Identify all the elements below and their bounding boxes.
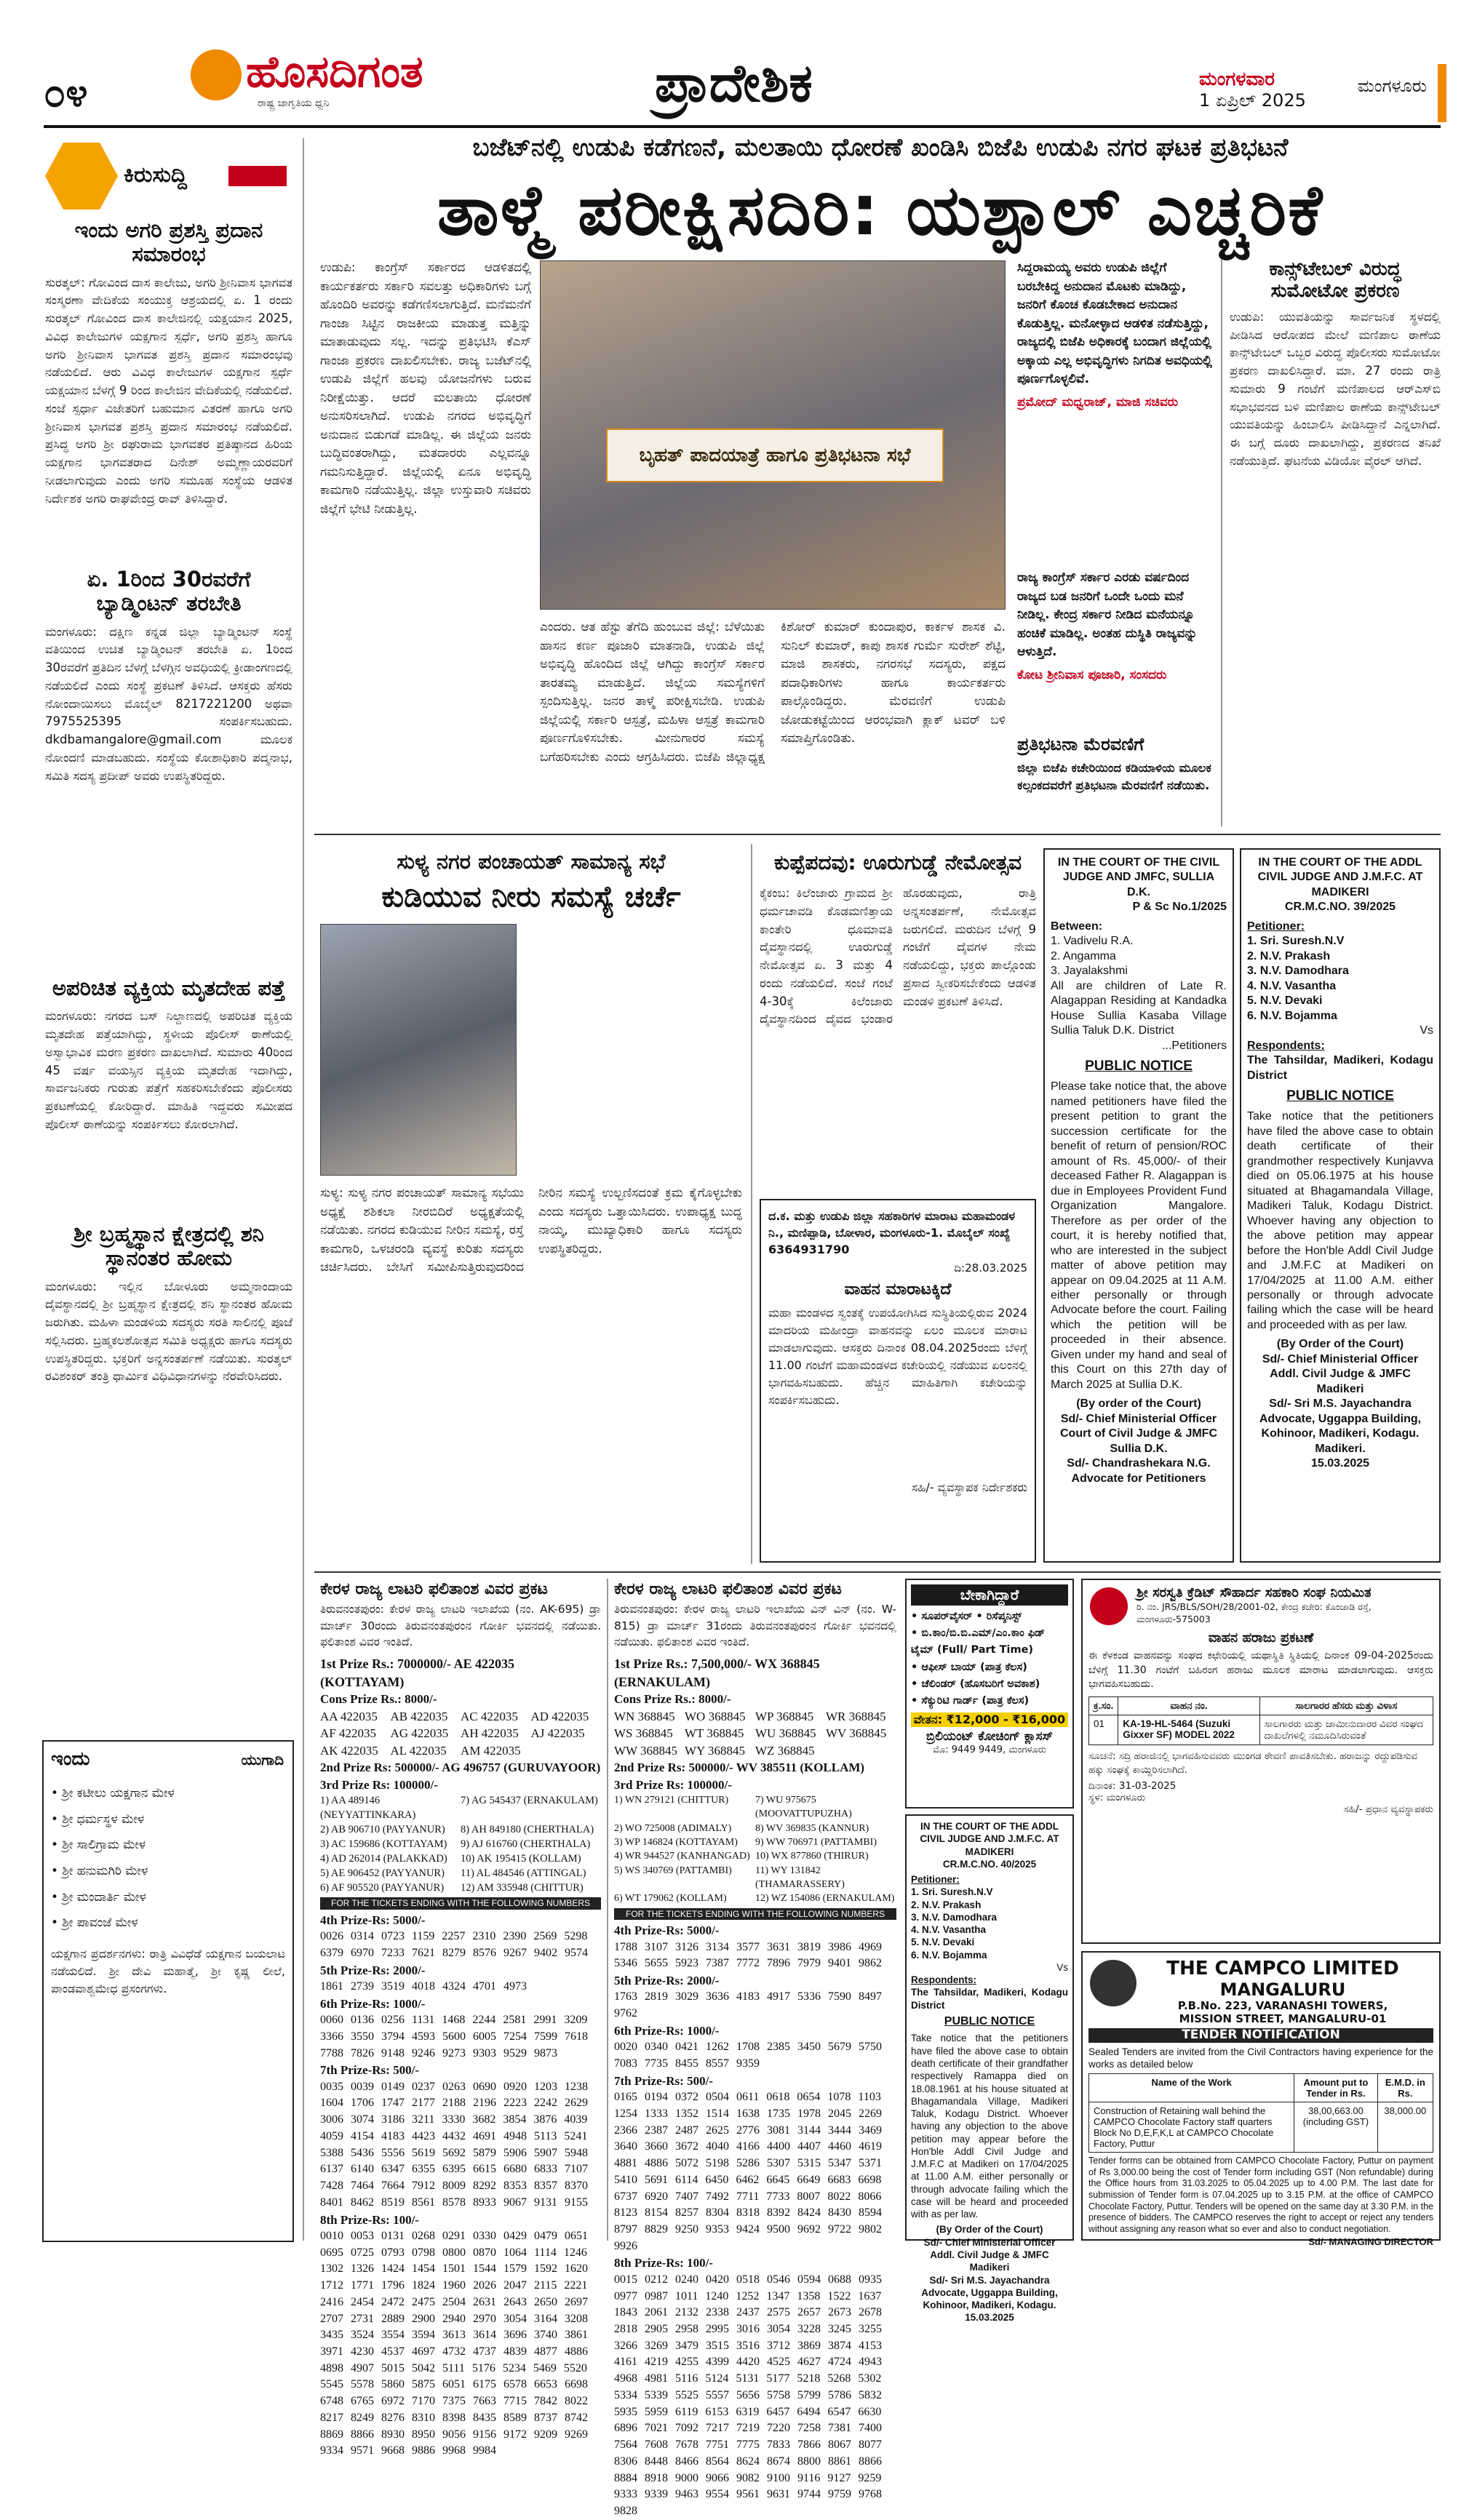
- cons-prize-number: AG 422035: [390, 1726, 449, 1741]
- sixth-prize-label: 6th Prize-Rs: 1000/-: [320, 1996, 426, 2011]
- column-rule: [607, 1579, 608, 2241]
- role-label: ...Petitioners: [1162, 1039, 1227, 1052]
- bank-logo-icon: [1090, 1587, 1128, 1625]
- photo-banner: ಬೃಹತ್ ಪಾದಯಾತ್ರೆ ಹಾಗೂ ಪ್ರತಿಭಟನಾ ಸಭೆ: [606, 428, 944, 482]
- fifth-prize-label: 5th Prize-Rs: 2000/-: [320, 1963, 426, 1977]
- auction-sign: ಸಹಿ/- ವ್ಯವಸ್ಥಾಪಕ ನಿರ್ದೇಶಕರು: [911, 1480, 1027, 1494]
- cons-prize-number: WV 368845: [826, 1726, 887, 1741]
- almanac-list: [51, 1781, 285, 1937]
- jobs-ad: [905, 1579, 1074, 1809]
- seventh-prize-label: 7th Prize-Rs: 500/-: [614, 2073, 713, 2088]
- sixth-prize-numbers: 0060 0136 0256 1131 1468 2244 2581 2991 3209 3366 3550 3794 4593 5600 6005 7254 7599 7618 7788 7826 9148 9246 9273 9303 9529 9873: [320, 2014, 588, 2060]
- cons-prize-number: AF 422035: [320, 1726, 376, 1741]
- court-name: IN THE COURT OF THE CIVIL JUDGE AND JMFC, SULLIA D.K.: [1057, 856, 1220, 898]
- cons-prize-number: AC 422035: [461, 1709, 518, 1723]
- bank-address: ರಿ. ನಂ. JRS/BLS/SOH/28/2001-02, ಕೇಂದ್ರ ಕಚೇರಿ: ಕೊಂಚಾಡಿ ರಸ್ತೆ, ಮಂಗಳೂರು-575003: [1136, 1600, 1372, 1624]
- cons-prize-number: WN 368845: [614, 1709, 675, 1723]
- job-item: • ಚೆಲಿಂಡರ್ (ಹೊಸಬರಿಗೆ ಅವಕಾಶ): [911, 1678, 1040, 1690]
- almanac-item: • ಶ್ರೀ ಮಂದಾರ್ತಿ ಮೇಳ: [51, 1889, 146, 1905]
- cons-prize-number: WR 368845: [826, 1709, 886, 1723]
- brief-title: ಶ್ರೀ ಬ್ರಹ್ಮಸ್ಥಾನ ಕ್ಷೇತ್ರದಲ್ಲಿ ಶನಿ ಸ್ಥಾನಂತರ ಹೋಮ: [73, 1221, 264, 1271]
- cons-prize-number: AL 422035: [390, 1743, 447, 1758]
- lottery-w815: [614, 1580, 896, 2520]
- page-number: ೦೪: [44, 70, 88, 116]
- case-number: P & Sc No.1/2025: [1132, 901, 1227, 914]
- cons-prize-number: AJ 422035: [530, 1726, 585, 1741]
- petitioner-label: Petitioner:: [1247, 920, 1305, 933]
- auction-body: ಈ ಕೆಳಕಂಡ ವಾಹನವನ್ನು ಸಂಘದ ಕಛೇರಿಯಲ್ಲಿ ಯಥಾಸ್ಥಿತಿ ಸ್ಥಿತಿಯಲ್ಲಿ ದಿನಾಂಕ 09-04-2025ರಂದು ಬೆಳಿಗ್ಗೆ 11.30 ಗಂಟೆಗೆ ಬಹಿರಂಗ ಹರಾಜು ಮೂಲಕ ಮಾರಾಟ ಮಾಡಲಾಗುವುದು. ಆಸಕ್ತರು ಭಾಗವಹಿಸಬಹುದು.: [1088, 1650, 1433, 1691]
- case-number: CR.M.C.NO. 40/2025: [942, 1858, 1037, 1870]
- cons-prize-number: WS 368845: [614, 1726, 673, 1741]
- seventh-prize-numbers: 0035 0039 0149 0237 0263 0690 0920 1203 1238 1604 1706 1747 2177 2188 2196 2223 2242 2629 3006 3074 3186 3211 3330 3682 3854 3876 4039 4059 4154 4183 4423 4432 4691 4948 5113 5241 5388 5436 5556 5619 5692 5879 5906 5907 5948 6137 6140 6347 6355 6395 6615 6680 6833 7107 7428 7464 7664 7912 8009 8292 8353 8357 8370 8401 8462 8519 8561 8578 8933 9067 9131 9155: [320, 2080, 588, 2209]
- tender-table: [1088, 2073, 1433, 2153]
- header-accent: [1438, 64, 1446, 122]
- third-prize-entry: 9) WW 706971 (PATTAMBI): [755, 1837, 877, 1849]
- column-rule: [1221, 259, 1222, 826]
- auction-title: ವಾಹನ ಮಾರಾಟಕ್ಕಿದೆ: [844, 1280, 952, 1299]
- second-prize: 2nd Prize Rs: 500000/- AG 496757 (GURUVAYOOR): [320, 1761, 601, 1775]
- lottery-title: ಕೇರಳ ರಾಜ್ಯ ಲಾಟರಿ ಫಲಿತಾಂಶ ವಿವರ ಪ್ರಕಟ: [614, 1580, 842, 1598]
- first-prize: 1st Prize Rs.: 7000000/- AE 422035 (KOTTAYAM): [320, 1656, 514, 1689]
- third-prize-entry: 1) AA 489146 (NEYYATTINKARA): [320, 1795, 416, 1822]
- third-prize-entry: 12) AM 335948 (CHITTUR): [461, 1882, 584, 1894]
- lottery-title: ಕೇರಳ ರಾಜ್ಯ ಲಾಟರಿ ಫಲಿತಾಂಶ ವಿವರ ಪ್ರಕಟ: [320, 1580, 548, 1598]
- table-cell: ಸಾಲಗಾರರು ಮತ್ತು ಜಾಮೀನುದಾರರ ವಿವರ ಸಂಘದ ದಾಖಲೆಗಳಲ್ಲಿ ನಮೂದಿಸಿರುವಂತೆ: [1259, 1715, 1433, 1745]
- section-rule: [314, 1571, 1441, 1573]
- brief-title: ಇಂದು ಅಗರಿ ಪ್ರಶಸ್ತಿ ಪ್ರದಾನ ಸಮಾರಂಭ: [74, 218, 263, 267]
- edition-city: ಮಂಗಳೂರು: [1358, 76, 1428, 96]
- notice-title: PUBLIC NOTICE: [1286, 1088, 1394, 1104]
- cons-prize-label: Cons Prize Rs.: 8000/-: [614, 1692, 731, 1707]
- column-header: ಸಾಲಗಾರರ ಹೆಸರು ಮತ್ತು ವಿಳಾಸ: [1259, 1696, 1433, 1715]
- third-prize-entry: 5) AE 906452 (PAYYANUR): [320, 1867, 445, 1880]
- sullia-body: ಸುಳ್ಯ: ಸುಳ್ಯ ನಗರ ಪಂಚಾಯತ್ ಸಾಮಾನ್ಯ ಸಭೆಯು ಅಧ್ಯಕ್ಷೆ ಶಶಿಕಲಾ ನೀರಬಿದಿರೆ ಅಧ್ಯಕ್ಷತೆಯಲ್ಲಿ ನಡೆಯಿತು. ನಗರದ ಕುಡಿಯುವ ನೀರಿನ ಸಮಸ್ಯೆ, ರಸ್ತೆ ಕಾಮಗಾರಿ, ಒಳಚರಂಡಿ ವ್ಯವಸ್ಥೆ ಕುರಿತು ಸದಸ್ಯರು ಚರ್ಚಿಸಿದರು. ಬೇಸಿಗೆ ಸಮೀಪಿಸುತ್ತಿರುವುದರಿಂದ ನೀರಿನ ಸಮಸ್ಯೆ ಉಲ್ಬಣಿಸದಂತೆ ಕ್ರಮ ಕೈಗೊಳ್ಳಬೇಕು ಎಂದು ಸದಸ್ಯರು ಒತ್ತಾಯಿಸಿದರು. ಉಪಾಧ್ಯಕ್ಷ ಬುದ್ಧ ನಾಯ್ಕ, ಮುಖ್ಯಾಧಿಕಾರಿ ಹಾಗೂ ಸದಸ್ಯರು ಉಪಸ್ಥಿತರಿದ್ದರು.: [320, 1186, 742, 1275]
- quote-text: ಸಿದ್ದರಾಮಯ್ಯ ಅವರು ಉಡುಪಿ ಜಿಲ್ಲೆಗೆ ಬರಬೇಕಿದ್ದ ಅನುದಾನ ಮೊಟಕು ಮಾಡಿದ್ದು, ಜನರಿಗೆ ಕೊಂಚ ಕೊಡಬೇಕಾದ ಅನುದಾನ ಕೊಡುತ್ತಿಲ್ಲ. ಮನೋಳ್ಳಾದ ಆಡಳಿತ ನಡೆಸುತ್ತಿದ್ದು, ರಾಜ್ಯದಲ್ಲಿ ಬಿಜೆಪಿ ಅಧಿಕಾರಕ್ಕೆ ಬಂದಾಗ ಜಿಲ್ಲೆಯಲ್ಲಿ ಅಕ್ಕಾಯ ಎಲ್ಲ ಅಭಿವೃದ್ಧಿಗಳು ನಿಗದಿತ ಅವಧಿಯಲ್ಲಿ ಪೂರ್ಣಗೊಳ್ಳಲಿವೆ.: [1017, 260, 1212, 386]
- third-prize-entry: 7) AG 545437 (ERNAKULAM): [461, 1795, 598, 1807]
- kuppe-headline: ಕುಪ್ಪೆಪದವು: ಊರುಗುಡ್ಡೆ ನೇಮೋತ್ಸವ: [773, 850, 1022, 874]
- lead-headline: ತಾಳ್ಮೆ ಪರೀಕ್ಷಿಸದಿರಿ: ಯಶ್ಪಾಲ್ ಎಚ್ಚರಿಕೆ: [437, 170, 1324, 251]
- auction-body: ಮಹಾ ಮಂಡಳದ ಸ್ವಂತಕ್ಕೆ ಉಪಯೋಗಿಸಿದ ಸುಸ್ಥಿತಿಯಲ್ಲಿರುವ 2024 ಮಾದರಿಯ ಮಹೀಂದ್ರಾ ವಾಹನವನ್ನು ಏಲಂ ಮೂಲಕ ಮಾರಾಟ ಮಾಡಲಾಗುವುದು. ಆಸಕ್ತರು ದಿನಾಂಕ 08.04.2025ರಂದು ಬೆಳಿಗ್ಗೆ 11.00 ಗಂಟೆಗೆ ಮಹಾಮಂಡಳದ ಕಚೇರಿಯಲ್ಲಿ ನಡೆಯುವ ಏಲಂನಲ್ಲಿ ಭಾಗವಹಿಸಬಹುದು. ಹೆಚ್ಚಿನ ಮಾಹಿತಿಗಾಗಿ ಕಚೇರಿಯನ್ನು ಸಂಪರ್ಕಿಸಬಹುದು.: [768, 1305, 1027, 1407]
- fifth-prize-numbers: 1763 2819 3029 3636 4183 4917 5336 7590 8497 9762: [614, 1990, 882, 2020]
- versus-label: Vs: [1056, 1961, 1068, 1973]
- almanac-item: • ಶ್ರೀ ಧರ್ಮಸ್ಥಳ ಮೇಳ: [51, 1811, 145, 1827]
- notice-signature: (By Order of the Court) Sd/- Chief Ministerial Officer Addl. Civil Judge & JMFC Madikeri Sd/- Sri M.S. Jayachandra Advocate, Uggappa Building, Kohinoor, Madikeri, Kodagu. Madikeri. 15.03.2025: [1259, 1338, 1422, 1470]
- third-prize-entry: 6) WT 179062 (KOLLAM): [614, 1893, 727, 1905]
- campco-address-1: P.B.No. 223, VARANASHI TOWERS,: [1177, 1999, 1388, 2013]
- sullia-headline: ಕುಡಿಯುವ ನೀರು ಸಮಸ್ಯೆ ಚರ್ಚೆ: [381, 880, 681, 914]
- column-header: ವಾಹನ ನಂ.: [1118, 1696, 1259, 1715]
- court-name: IN THE COURT OF THE ADDL CIVIL JUDGE AND J.M.F.C. AT MADIKERI: [920, 1821, 1059, 1857]
- column-header: E.M.D. in Rs.: [1377, 2074, 1433, 2102]
- eighth-prize-numbers: 0010 0053 0131 0268 0291 0330 0429 0479 0651 0695 0725 0793 0798 0800 0870 1064 1114 1246 1302 1326 1424 1454 1501 1544 1579 1592 1620 1712 1771 1796 1824 1960 2026 2047 2115 2221 2416 2454 2472 2475 2504 2631 2643 2650 2697 2707 2731 2889 2900 2940 2970 3054 3164 3208 3435 3524 3554 3594 3613 3614 3696 3740 3861 3971 4230 4537 4697 4732 4737 4839 4877 4886 4898 4907 5015 5042 5111 5176 5234 5469 5520 5545 5578 5860 5875 6051 6175 6578 6653 6698 6748 6765 6972 7170 7375 7663 7715 7842 8022 8217 8249 8276 8310 8398 8435 8589 8737 8742 8869 8866 8930 8950 9056 9156 9172 9209 9269 9334 9571 9668 9886 9968 9984: [320, 2229, 588, 2457]
- seventh-prize-label: 7th Prize-Rs: 500/-: [320, 2063, 419, 2078]
- weekday: ಮಂಗಳವಾರ: [1199, 68, 1275, 90]
- lead-column-1: ಉಡುಪಿ: ಕಾಂಗ್ರೆಸ್ ಸರ್ಕಾರದ ಆಡಳಿತದಲ್ಲಿ ಕಾರ್ಯಕರ್ತರು ಸರ್ಕಾರಿ ಸವಲತ್ತು ಅಧಿಕಾರಿಗಳು ಬಗ್ಗೆ ಹೊಂದಿರಿ ಅವರನ್ನು ಕಡೆಗಣಿಸಲಾಗುತ್ತಿದೆ. ಮನೆಮನೆಗೆ ಗಾಂಜಾ ಸಿಟ್ಟಿನ ರಾಜಕೀಯ ಮಾಡುತ್ತ ಮತ್ತಿನ್ನು ಮಾತಾಡುವುದು ಸಲ್ಲ. ಇದನ್ನು ಪ್ರತಿಭಟಿಸಿ ಕೆಎಸ್ ಗಾಂಜಾ ಪ್ರಕರಣ ದಾಖಲಿಸಬೇಕು. ರಾಜ್ಯ ಬಜೆಟ್‌ನಲ್ಲಿ ಉಡುಪಿ ಜಿಲ್ಲೆಗೆ ಹಲವು ಯೋಜನೆಗಳು ಬರುವ ನಿರೀಕ್ಷೆಯಿತ್ತು. ಆದರೆ ಮಲತಾಯಿ ಧೋರಣೆ ಅನುಸರಿಸಲಾಗಿದೆ. ಉಡುಪಿ ನಗರದ ಅಭಿವೃದ್ಧಿಗೆ ಅನುದಾನ ಬಿಡುಗಡೆ ಮಾಡಿಲ್ಲ. ಈ ಜಿಲ್ಲೆಯ ಜನರು ಬುದ್ಧಿವಂತರಾಗಿದ್ದು, ಮತದಾರರು ಎಲ್ಲವನ್ನೂ ಗಮನಿಸುತ್ತಿದ್ದಾರೆ. ಜಿಲ್ಲೆಯಲ್ಲಿ ಏನೂ ಅಭಿವೃದ್ಧಿ ಕಾಮಗಾರಿ ನಡೆಯುತ್ತಿಲ್ಲ. ಜಿಲ್ಲಾ ಉಸ್ತುವಾರಿ ಸಚಿವರು ಜಿಲ್ಲೆಗೆ ಭೇಟಿ ನೀಡುತ್ತಿಲ್ಲ.: [320, 260, 531, 517]
- auction-place: ಸ್ಥಳ: ಮಂಗಳೂರು: [1088, 1791, 1146, 1803]
- column-header: Name of the Work: [1089, 2074, 1294, 2102]
- respondent: The Tahsildar, Madikeri, Kodagu District: [911, 1987, 1068, 2011]
- brief-title: ಅಪರಿಚಿತ ವ್ಯಕ್ತಿಯ ಮೃತದೇಹ ಪತ್ತೆ: [52, 976, 286, 1000]
- table-cell: 38,00,663.00 (including GST): [1294, 2102, 1377, 2153]
- lottery-intro: ತಿರುವನಂತಪುರಂ: ಕೇರಳ ರಾಜ್ಯ ಲಾಟರಿ ಇಲಾಖೆಯ (ನಂ. AK-695) ಡ್ರಾ ಮಾರ್ಚ್ 30ರಂದು ತಿರುವನಂತಪುರಂನ ಗೋರ್ಕಿ ಭವನದಲ್ಲಿ ನಡೆಯಿತು. ಫಲಿತಾಂಶ ವಿವರ ಇಂತಿದೆ.: [320, 1603, 601, 1649]
- campco-logo-icon: [1090, 1960, 1136, 2006]
- section-rule: [314, 834, 1441, 835]
- brief-2: [45, 567, 292, 996]
- brief-body: ಮಂಗಳೂರು: ದಕ್ಷಿಣ ಕನ್ನಡ ಜಿಲ್ಲಾ ಬ್ಯಾಡ್ಮಿಂಟನ್ ಸಂಸ್ಥೆ ವತಿಯಿಂದ ಉಚಿತ ಬ್ಯಾಡ್ಮಿಂಟನ್ ತರಬೇತಿ ಏ. 1ರಿಂದ 30ರವರೆಗೆ ಪ್ರತಿದಿನ ಬೆಳಗ್ಗೆ ಬೆಳಗ್ಗಿನ ಅವಧಿಯಲ್ಲಿ ಕ್ರೀಡಾಂಗಣದಲ್ಲಿ ನಡೆಯಲಿದೆ ಎಂದು ಸಂಸ್ಥೆ ಪ್ರಕಟಣೆ ತಿಳಿಸಿದೆ. ಆಸಕ್ತರು ಹೆಸರು ನೋಂದಾಯಿಸಲು ಮೊಬೈಲ್ 8217221200 ಅಥವಾ 7975525395 ಸಂಪರ್ಕಿಸಬಹುದು. dkdbamangalore@gmail.com ಮೂಲಕ ನೋಂದಣಿ ಮಾಡಬಹುದು. ಸಂಸ್ಥೆಯ ಕೋಶಾಧಿಕಾರಿ ಪದ್ಮನಾಭ, ಸಮಿತಿ ಸದಸ್ಯ ಪ್ರದೀಪ್ ಅವರು ಉಪಸ್ಥಿತರಿದ್ದರು.: [45, 624, 292, 783]
- masthead: [0, 0, 1461, 125]
- issue-date: 1 ಏಪ್ರಿಲ್ 2025: [1199, 90, 1306, 111]
- quote-author: ಪ್ರಮೋದ್ ಮಧ್ವರಾಜ್, ಮಾಜಿ ಸಚಿವರು: [1017, 394, 1179, 410]
- sullia-photo: [320, 924, 517, 1176]
- third-prize-entry: 12) WZ 154086 (ERNAKULAM): [755, 1893, 895, 1905]
- table-row: [1089, 1715, 1433, 1745]
- lottery-ak695: [320, 1580, 601, 2460]
- tender-intro: Sealed Tenders are invited from the Civil Contractors having experience for the works as detailed below: [1088, 2046, 1433, 2070]
- case-number: CR.M.C.NO. 39/2025: [1284, 901, 1396, 914]
- court-name: IN THE COURT OF THE ADDL CIVIL JUDGE AND J.M.F.C. AT MADIKERI: [1257, 856, 1423, 898]
- jobs-salary: ವೇತನ: ₹12,000 - ₹16,000: [911, 1712, 1068, 1727]
- cons-prize-number: WU 368845: [755, 1726, 816, 1741]
- protest-body: ಜಿಲ್ಲಾ ಬಿಜೆಪಿ ಕಚೇರಿಯಿಂದ ಕಡಿಯಾಳಿಯ ಮೂಲಕ ಕಲ್ಸಂಕದವರೆಗೆ ಪ್ರತಿಭಟನಾ ಮೆರವಣಿಗೆ ನಡೆಯಿತು.: [1017, 760, 1211, 793]
- fourth-prize-label: 4th Prize-Rs: 5000/-: [320, 1913, 426, 1927]
- fifth-prize-numbers: 1861 2739 3519 4018 4324 4701 4973: [320, 1979, 527, 1993]
- sullia-kicker: ಸುಳ್ಯ ನಗರ ಪಂಚಾಯತ್ ಸಾಮಾನ್ಯ ಸಭೆ: [397, 849, 666, 874]
- second-prize: 2nd Prize Rs: 500000/- WV 385511 (KOLLAM): [614, 1761, 865, 1775]
- third-prize-entry: 9) AJ 616760 (CHERTHALA): [461, 1838, 591, 1851]
- third-prize-entry: 10) WX 877860 (THIRUR): [755, 1851, 869, 1862]
- cons-prize-number: AA 422035: [320, 1709, 378, 1723]
- fifth-prize-label: 5th Prize-Rs: 2000/-: [614, 1974, 720, 1988]
- almanac-box: [42, 1740, 294, 2242]
- vehicle-table: [1088, 1696, 1433, 1745]
- sixth-prize-label: 6th Prize-Rs: 1000/-: [614, 2023, 720, 2038]
- lead-column-2: ಎಂದರು. ಆತ ಹೆಸ್ಟು ತೆಗೆದಿ ಹುಂಬುವ ಜಿಲ್ಲೆ: ಬೆಳೆಯಿತು ಹಾಸನ ಕರ್ಣ ಪೂಜಾರಿ ಮಾತನಾಡಿ, ಉಡುಪಿ ಜಿಲ್ಲೆ ಅಭಿವೃದ್ಧಿ ಹೊಂದಿದ ಜಿಲ್ಲೆ ಆಗಿದ್ದು ಕಾಂಗ್ರೆಸ್ ಸರ್ಕಾರ ತಾರತಮ್ಯ ಮಾಡುತ್ತಿದೆ. ಜಿಲ್ಲೆಯ ಸಮಸ್ಯೆಗಳಿಗೆ ಸ್ಪಂದಿಸುತ್ತಿಲ್ಲ. ಜನರ ತಾಳ್ಮೆ ಪರೀಕ್ಷಿಸಬೇಡಿ. ಉಡುಪಿ ಜಿಲ್ಲೆಯಲ್ಲಿ ಸರ್ಕಾರಿ ಆಸ್ಪತ್ರೆ, ಮಹಿಳಾ ಆಸ್ಪತ್ರೆ ಕಾಮಗಾರಿ ಪೂರ್ಣಗೊಳಿಸಬೇಕು. ಮೀನುಗಾರರ ಸಮಸ್ಯೆ ಬಗೆಹರಿಸಬೇಕು ಎಂದು ಆಗ್ರಹಿಸಿದರು. ಬಿಜೆಪಿ ಜಿಲ್ಲಾಧ್ಯಕ್ಷ ಕಿಶೋರ್ ಕುಮಾರ್ ಕುಂದಾಪುರ, ಕಾರ್ಕಳ ಶಾಸಕ ವಿ. ಸುನಿಲ್ ಕುಮಾರ್, ಕಾಪು ಶಾಸಕ ಗುರ್ಮೆ ಸುರೇಶ್ ಶೆಟ್ಟಿ, ಮಾಜಿ ಶಾಸಕರು, ನಗರಸಭೆ ಸದಸ್ಯರು, ಪಕ್ಷದ ಪದಾಧಿಕಾರಿಗಳು ಹಾಗೂ ಕಾರ್ಯಕರ್ತರು ಪಾಲ್ಗೊಂಡಿದ್ದರು. ಮೆರವಣಿಗೆ ಉಡುಪಿ ಜೋಡುಕಟ್ಟೆಯಿಂದ ಆರಂಭವಾಗಿ ಕ್ಲಾಕ್ ಟವರ್ ಬಳಿ ಸಮಾಪ್ತಿಗೊಂಡಿತು.: [540, 620, 1006, 765]
- petitioners: 1. Sri. Suresh.N.V 2. N.V. Prakash 3. N.V. Damodhara 4. N.V. Vasantha 5. N.V. Devaki 6. N.V. Bojamma: [1247, 935, 1349, 1022]
- hand-icon: [45, 143, 118, 210]
- third-prize-entry: 5) WS 340769 (PATTAMBI): [614, 1865, 732, 1876]
- cons-prize-number: AH 422035: [461, 1726, 519, 1741]
- versus-label: Vs: [1420, 1024, 1433, 1037]
- kirusuddi-label: ಕಿರುಸುದ್ದಿ: [124, 162, 188, 188]
- notice-title: PUBLIC NOTICE: [1085, 1058, 1193, 1074]
- header-rule: [44, 125, 1441, 128]
- table-row: [1089, 2102, 1433, 2153]
- almanac-title: ಇಂದು: [51, 1748, 90, 1770]
- job-item: • ಆಫೀಸ್ ಬಾಯ್ (ಪಾತ್ರ ಕೆಲಸ): [911, 1661, 1027, 1673]
- lead-photo: [540, 260, 1006, 610]
- cons-prize-number: WZ 368845: [755, 1743, 815, 1758]
- job-item: • ಸೆಕ್ಯುರಿಟಿ ಗಾರ್ಡ್ (ಪಾತ್ರ ಕೆಲಸ): [911, 1694, 1030, 1707]
- eighth-prize-label: 8th Prize-Rs: 100/-: [614, 2256, 713, 2270]
- brief-body: ಮಂಗಳೂರು: ನಗರದ ಬಸ್ ನಿಲ್ದಾಣದಲ್ಲಿ ಅಪರಿಚಿತ ವ್ಯಕ್ತಿಯ ಮೃತದೇಹ ಪತ್ತೆಯಾಗಿದ್ದು, ಸ್ಥಳೀಯ ಪೊಲೀಸ್ ಠಾಣೆಯಲ್ಲಿ ಅಸ್ವಾಭಾವಿಕ ಮರಣ ಪ್ರಕರಣ ದಾಖಲಾಗಿದೆ. ಸುಮಾರು 40ರಿಂದ 45 ವರ್ಷ ವಯಸ್ಸಿನ ವ್ಯಕ್ತಿಯ ಮೃತದೇಹ ಇದಾಗಿದ್ದು, ಸಾರ್ವಜನಿಕರು ಗುರುತು ಪತ್ತೆಗೆ ಸಹಕರಿಸಬೇಕೆಂದು ಪೊಲೀಸರು ಪ್ರಕಟಣೆಯಲ್ಲಿ ಕೋರಿದ್ದಾರೆ. ಮಾಹಿತಿ ಇದ್ದವರು ಸಮೀಪದ ಪೊಲೀಸ್ ಠಾಣೆಯನ್ನು ಸಂಪರ್ಕಿಸಲು ಕೋರಲಾಗಿದೆ.: [45, 1009, 292, 1131]
- cons-prize-label: Cons Prize Rs.: 8000/-: [320, 1692, 437, 1707]
- first-prize: 1st Prize Rs.: 7,500,000/- WX 368845 (ERNAKULAM): [614, 1656, 820, 1689]
- third-prize-entry: 2) WO 725008 (ADIMALY): [614, 1822, 732, 1834]
- third-prize-entry: 7) WU 975675 (MOOVATTUPUZHA): [755, 1795, 852, 1820]
- lead-kicker: ಬಜೆಟ್‌ನಲ್ಲಿ ಉಡುಪಿ ಕಡೆಗಣನೆ, ಮಲತಾಯಿ ಧೋರಣೆ ಖಂಡಿಸಿ ಬಿಜೆಪಿ ಉಡುಪಿ ನಗರ ಘಟಕ ಪ್ರತಿಭಟನೆ: [472, 133, 1289, 162]
- petitioner-label: Petitioner:: [911, 1874, 960, 1886]
- cons-prize-number: WP 368845: [755, 1709, 814, 1723]
- almanac-item: • ಶ್ರೀ ಹನುಮಗಿರಿ ಮೇಳ: [51, 1863, 148, 1878]
- job-item: • ಸೂಪರ್‌ವೈಸರ್ • ರಿಸೆಪ್ಶನಿಸ್ಟ್: [911, 1611, 1022, 1622]
- eighth-prize-label: 8th Prize-Rs: 100/-: [320, 2212, 419, 2227]
- third-prize-entry: 11) WY 131842 (THAMARASSERY): [755, 1865, 845, 1890]
- cons-prize-number: AD 422035: [530, 1709, 589, 1723]
- cons-prize-list: [320, 1708, 601, 1759]
- cons-prize-number: AK 422035: [320, 1743, 378, 1758]
- respondent-label: Respondents:: [1247, 1039, 1325, 1052]
- brief-body: ಸುರತ್ಕಲ್: ಗೋವಿಂದ ದಾಸ ಕಾಲೇಜು, ಅಗರಿ ಶ್ರೀನಿವಾಸ ಭಾಗವತ ಸಂಸ್ಮರಣಾ ವೇದಿಕೆಯ ಸಂಯುಕ್ತ ಆಶ್ರಯದಲ್ಲಿ ಏ. 1 ರಂದು ಸುರತ್ಕಲ್ ಗೋವಿಂದ ದಾಸ ಕಾಲೇಜಿನಲ್ಲಿ ಯಕ್ಷಯಾನ 2025, ವಿವಿಧ ಕಾಲೇಜುಗಳ ಯಕ್ಷಗಾನ ಸ್ಪರ್ಧೆ, ಅಗರಿ ಪ್ರಶಸ್ತಿ ಹಾಗೂ ಅಗರಿ ಶ್ರೀನಿವಾಸ ಭಾಗವತ ಪ್ರಶಸ್ತಿ ಪ್ರದಾನ ಸಮಾರಂಭವು ನಡೆಯಲಿದೆ. ಆರು ವಿವಿಧ ಕಾಲೇಜುಗಳ ಯಕ್ಷಗಾನ ಸ್ಪರ್ಧೆ ಯಕ್ಷಯಾನ ಬೆಳಗ್ಗೆ 9 ರಿಂದ ಕಾಲೇಜಿನ ವೇದಿಕೆಯಲ್ಲಿ ನಡೆಯಲಿದೆ. ಸಂಜೆ ಸ್ಪರ್ಧಾ ವಿಜೇತರಿಗೆ ಬಹುಮಾನ ವಿತರಣೆ ಹಾಗೂ ಅಗರಿ ಶ್ರೀನಿವಾಸ ಭಾಗವತ ಪ್ರಶಸ್ತಿ ಪ್ರದಾನ ಸಮಾರಂಭ ನಡೆಯಲಿದೆ. ಪ್ರಸಿದ್ಧ ಅಗರಿ ಶ್ರೀ ರಘುರಾಮ ಭಾಗವತರ ಪ್ರತಿಷ್ಠಾನದ ಹಿರಿಯ ಯಕ್ಷಗಾನ ಭಾಗವತರಾದ ದಿನೇಶ್ ಅಮ್ಮಣ್ಣಾಯರವರಿಗೆ ನೀಡಲಾಗುವುದು ಎಂದು ಅಗರಿ ಸಮೂಹ ಸಂಸ್ಥೆಯ ಆಡಳಿತ ನಿರ್ದೇಶಕ ಅಗರಿ ರಾಘವೇಂದ್ರ ರಾವ್ ತಿಳಿಸಿದ್ದಾರೆ.: [45, 275, 292, 506]
- auction-note: ಸೂಚನೆ: ಸದ್ರಿ ಹರಾಜಿನಲ್ಲಿ ಭಾಗವಹಿಸುವವರು ಮುಂಗಡ ಠೇವಣಿ ಪಾವತಿಸಬೇಕು. ಹರಾಜನ್ನು ರದ್ದುಪಡಿಸುವ ಹಕ್ಕು ಸಂಘಕ್ಕೆ ಕಾಯ್ದಿರಿಸಲಾಗಿದೆ.: [1088, 1750, 1418, 1776]
- eighth-prize-numbers: 0015 0212 0240 0420 0518 0546 0594 0688 0935 0977 0987 1011 1240 1252 1347 1358 1522 1637 1843 2061 2132 2338 2437 2575 2657 2673 2678 2818 2905 2958 2995 3016 3054 3228 3245 3255 3266 3269 3479 3515 3516 3712 3869 3874 4153 4161 4219 4255 4399 4420 4525 4627 4724 4943 4968 4981 5116 5124 5131 5177 5218 5268 5302 5334 5339 5525 5557 5656 5758 5799 5786 5832 5935 5959 6119 6153 6319 6457 6494 6547 6630 6896 7021 7092 7217 7219 7220 7258 7381 7400 7564 7608 7678 7751 7775 7833 7866 8067 8077 8306 8448 8466 8564 8624 8674 8800 8861 8866 8884 8918 9000 9066 9082 9100 9116 9127 9259 9333 9339 9463 9554 9561 9631 9744 9759 9768 9828: [614, 2273, 882, 2517]
- third-prize-entry: 8) AH 849180 (CHERTHALA): [461, 1824, 594, 1836]
- auction-header: ದ.ಕ. ಮತ್ತು ಉಡುಪಿ ಜಿಲ್ಲಾ ಸಹಕಾರಿಗಳ ಮಾರಾಟ ಮಹಾಮಂಡಳ ನಿ., ಮಣಿಪ್ಪಾಡಿ, ಬೋಳಾರ, ಮಂಗಳೂರು-1. ಮೊಬೈಲ್ ಸಂಖ್ಯೆ 6364931790: [768, 1209, 1016, 1257]
- seventh-prize-numbers: 0165 0194 0372 0504 0611 0618 0654 1078 1103 1254 1333 1352 1514 1638 1735 1978 2045 2269 2366 2387 2487 2625 2776 3081 3144 3444 3469 3640 3660 3672 4040 4166 4400 4407 4460 4619 4881 4886 5072 5198 5286 5307 5315 5347 5371 5410 5691 6114 6450 6462 6645 6649 6683 6698 6737 6920 7407 7492 7711 7733 8007 8022 8066 8123 8154 8257 8304 8318 8392 8424 8430 8594 8797 8829 9250 9353 9424 9500 9692 9722 9802 9926: [614, 2091, 882, 2252]
- third-prize-entry: 6) AF 905520 (PAYYANUR): [320, 1882, 445, 1894]
- jobs-title: ಬೇಕಾಗಿದ್ದಾರೆ: [911, 1584, 1068, 1606]
- auction-sign: ಸಹಿ/- ಪ್ರಧಾನ ವ್ಯವಸ್ಥಾಪಕರು: [1343, 1803, 1433, 1815]
- notice-title: PUBLIC NOTICE: [944, 2014, 1035, 2027]
- almanac-item: • ಶ್ರೀ ಸಾಲಿಗ್ರಾಮ ಮೇಳ: [51, 1838, 146, 1853]
- jobs-company: ಬ್ರಿಲಿಯಂಟ್ ಕೋಚಿಂಗ್ ಕ್ಲಾಸಸ್: [925, 1729, 1054, 1745]
- lead-quote-2: [1017, 569, 1212, 682]
- campco-address-2: MISSION STREET, MANGALURU-01: [1179, 2011, 1387, 2025]
- cons-prize-number: AB 422035: [390, 1709, 448, 1723]
- third-prize-list: [320, 1793, 601, 1895]
- paper-name: ಹೊಸದಿಗಂತ: [246, 47, 423, 97]
- section-title: ಪ್ರಾದೇಶಿಕ: [655, 52, 813, 113]
- cons-prize-number: AM 422035: [461, 1743, 521, 1758]
- tender-body: Tender forms can be obtained from CAMPCO Chocolate Factory, Puttur on payment of Rs 3,000.00 being the cost of Tender form including GST (Non refundable) during the Office hours from 31.03.2025 to 05.04.2025 up to 4.00 P.M. The last date for submission of Tender form is 07.04.2025 up to 3.15 P.M. at the office of CAMPCO Chocolate Factory, Puttur. Tenders will be opened on the same day at 3.30 P.M. in the presence of bidders. The CAMPCO reserves the right to accept or reject any tenders without assigning any reason what so ever and also to conduct negotiation.: [1088, 2156, 1433, 2234]
- cons-prize-number: WY 368845: [685, 1743, 745, 1758]
- cons-prize-number: WT 368845: [685, 1726, 744, 1741]
- kirusuddi-tag-bar: [228, 166, 287, 186]
- lead-quote-1: [1017, 259, 1212, 410]
- campco-name: THE CAMPCO LIMITED: [1166, 1958, 1399, 1979]
- kirusuddi-badge: [45, 143, 292, 210]
- third-prize-entry: 3) AC 159686 (KOTTAYAM): [320, 1838, 447, 1851]
- notice-signature: (By Order of the Court) Sd/- Chief Ministerial Officer Addl. Civil Judge & JMFC Madikeri Sd/- Sri M.S. Jayachandra Advocate, Uggappa Building, Kohinoor, Madikeri, Kodagu. 15.03.2025: [921, 2224, 1058, 2324]
- third-prize-entry: 10) AK 195415 (KOLLAM): [461, 1853, 581, 1865]
- third-prize-entry: 1) WN 279121 (CHITTUR): [614, 1795, 729, 1806]
- kuppe-body: ಕೈಕಂಬ: ಕಿಲೆಂಜಾರು ಗ್ರಾಮದ ಶ್ರೀ ಧರ್ಮಚಾವಡಿ ಕೊಡಮಣಿತ್ತಾಯ ಕಾಂತೇರಿ ಧೂಮಾವತಿ ದೈವಸ್ಥಾನದಲ್ಲಿ ಊರುಗುಡ್ಡೆ ನೇಮೋತ್ಸವ ಏ. 3 ಮತ್ತು 4 ರಂದು ನಡೆಯಲಿದೆ. ಸಂಜೆ ಗಂಟೆ 4-30ಕ್ಕೆ ಕಿಲೆಂಜಾರು ದೈವಸ್ಥಾನದಿಂದ ದೈವದ ಭಂಡಾರ ಹೊರಡುವುದು, ರಾತ್ರಿ ಅನ್ನಸಂತರ್ಪಣೆ, ನೇಮೋತ್ಸವ ಜರುಗಲಿದೆ. ಮರುದಿನ ಬೆಳಗ್ಗೆ 9 ಗಂಟೆಗೆ ದೈವಗಳ ನೇಮ ನಡೆಯಲಿದ್ದು, ಭಕ್ತರು ಪಾಲ್ಗೊಂಡು ಪ್ರಸಾದ ಸ್ವೀಕರಿಸಬೇಕೆಂದು ಆಡಳಿತ ಮಂಡಳಿ ಪ್ರಕಟಣೆ ತಿಳಿಸಿದೆ.: [760, 886, 1036, 1026]
- third-prize-label: 3rd Prize Rs: 100000/-: [614, 1777, 732, 1792]
- third-prize-entry: 4) WR 944527 (KANHANGAD): [614, 1851, 750, 1862]
- protest-title: ಪ್ರತಿಭಟನಾ ಮೆರವಣಿಗೆ: [1017, 734, 1144, 754]
- court-notice-madikeri-39: [1240, 848, 1441, 1563]
- third-prize-label: 3rd Prize Rs: 100000/-: [320, 1777, 438, 1792]
- cons-prize-number: WO 368845: [685, 1709, 746, 1723]
- constable-title: ಕಾನ್ಸ್‌ಟೇಬಲ್ ವಿರುದ್ಧ ಸುಮೋಟೋ ಪ್ರಕರಣ: [1269, 258, 1401, 302]
- logo-emblem-icon: [191, 49, 242, 100]
- cons-prize-list: [614, 1708, 896, 1759]
- auction-title: ವಾಹನ ಹರಾಜು ಪ್ರಕಟಣೆ: [1208, 1630, 1314, 1646]
- paper-tagline: ರಾಷ್ಟ್ರ ಜಾಗೃತಿಯ ಧ್ವನಿ: [258, 97, 330, 109]
- notice-body: Please take notice that, the above named petitioners have filed the present petition to grant the succession certificate for the benefit of return of pension/ROC amount of Rs. 45,000/- of their deceased Father R. Alagappan is due in Employees Provident Fund Organization Mangalore. Therefore as per order of the court, it is hereby notified that, who are interested in the subject matter of above petition may appear on 09.04.2025 at 11 A.M. either personally or through Advocate before the court. Failing which the petition will be proceeded in their absence. Given under my hand and seal of this Court on this 27th day of March 2025 at Sullia D.K.: [1051, 1080, 1227, 1391]
- ending-banner: FOR THE TICKETS ENDING WITH THE FOLLOWING NUMBERS: [320, 1897, 601, 1910]
- column-header: ಕ್ರ.ಸಂ.: [1089, 1696, 1118, 1715]
- brief-4: [45, 1222, 292, 1707]
- petitioners: 1. Vadivelu R.A. 2. Angamma 3. Jayalakshmi All are children of Late R. Alagappan Residing at Kandadka House Sullia Kasaba Village Sullia Taluk D.K. District: [1051, 935, 1227, 1037]
- court-notice-madikeri-40: [905, 1814, 1074, 2324]
- between-label: Between:: [1051, 920, 1103, 933]
- third-prize-entry: 8) WV 369835 (KANNUR): [755, 1822, 869, 1834]
- protest-brief: [1017, 735, 1212, 795]
- respondent: The Tahsildar, Madikeri, Kodagu District: [1247, 1054, 1433, 1082]
- table-cell: KA-19-HL-5464 (Suzuki Gixxer SF) MODEL 2022: [1118, 1715, 1259, 1745]
- third-prize-entry: 4) AD 262014 (PALAKKAD): [320, 1853, 447, 1865]
- third-prize-list: [614, 1793, 896, 1906]
- fourth-prize-numbers: 0026 0314 0723 1159 2257 2310 2390 2569 5298 6379 6970 7233 7621 8279 8576 9267 9402 9574: [320, 1930, 588, 1959]
- table-cell: 01: [1089, 1715, 1118, 1745]
- third-prize-entry: 2) AB 906710 (PAYYANUR): [320, 1824, 445, 1836]
- petitioners: 1. Sri. Suresh.N.V 2. N.V. Prakash 3. N.V. Damodhara 4. N.V. Vasantha 5. N.V. Devaki 6. N.V. Bojamma: [911, 1886, 998, 1961]
- column-header: Amount put to Tender in Rs.: [1294, 2074, 1377, 2102]
- table-cell: 38,000.00: [1377, 2102, 1433, 2153]
- constable-story: [1230, 259, 1441, 818]
- ending-banner: FOR THE TICKETS ENDING WITH THE FOLLOWING NUMBERS: [614, 1908, 896, 1921]
- tender-sign: Sd/- MANAGING DIRECTOR: [1308, 2236, 1433, 2248]
- column-rule: [303, 138, 304, 2241]
- auction-notice: [760, 1199, 1036, 1563]
- quote-text: ರಾಜ್ಯ ಕಾಂಗ್ರೆಸ್ ಸರ್ಕಾರ ಎರಡು ವರ್ಷದಿಂದ ರಾಜ್ಯದ ಬಡ ಜನರಿಗೆ ಒಂದೇ ಒಂದು ಮನೆ ನೀಡಿಲ್ಲ. ಕೇಂದ್ರ ಸರ್ಕಾರ ನೀಡಿದ ಮನೆಯನ್ನೂ ಹಂಚಿಕೆ ಮಾಡಿಲ್ಲ. ಅಂತಹ ದುಸ್ಥಿತಿ ರಾಜ್ಯವನ್ನು ಆಳುತ್ತಿದೆ.: [1017, 570, 1198, 659]
- brief-body: ಮಂಗಳೂರು: ಇಲ್ಲಿನ ಬೋಳೂರು ಅಮ್ಮನಾಂದಾಯ ದೈವಸ್ಥಾನದಲ್ಲಿ ಶ್ರೀ ಬ್ರಹ್ಮಸ್ಥಾನ ಕ್ಷೇತ್ರದಲ್ಲಿ ಶನಿ ಸ್ಥಾನಂತರ ಹೋಮ ಜರುಗಿತು. ಮಹಿಳಾ ಮಂಡಳಿಯ ಸದಸ್ಯರು ಸರತಿ ಸಾಲಿನಲ್ಲಿ ಪೂಜೆ ಸಲ್ಲಿಸಿದರು. ಬ್ರಹ್ಮಕಲಶೋತ್ಸವ ಸಮಿತಿ ಅಧ್ಯಕ್ಷರು ಹಾಗೂ ಸದಸ್ಯರು ಉಪಸ್ಥಿತರಿದ್ದರು. ಭಕ್ತರಿಗೆ ಅನ್ನಸಂತರ್ಪಣೆ ನಡೆಯಿತು. ಸುರತ್ಕಲ್ ರವಿಶಂಕರ್ ತಂತ್ರಿ ಧಾರ್ಮಿಕ ವಿಧಿವಿಧಾನಗಳನ್ನು ನೆರವೇರಿಸಿದರು.: [45, 1279, 292, 1384]
- column-rule: [751, 844, 752, 1564]
- notice-body: Take notice that the petitioners have filed the above case to obtain death certificate of their grandfather respectively Ramappa died on 18.08.1961 at his house situated at Bhagamandala Village, Madikeri Taluk, Kodagu District. Whoever having any objection to the above petition may appear before the Hon'ble Addl Civil Judge and J.M.F.C at Madikeri on 17/04/2025 at 11.00 A.M. either personally or through advocate failing which the case will be heard and proceeded with as per law.: [911, 2033, 1068, 2220]
- brief-title: ಏ. 1ರಿಂದ 30ರವರೆಗೆ ಬ್ಯಾಡ್ಮಿಂಟನ್ ತರಬೇತಿ: [87, 567, 251, 616]
- job-item: • ಬಿ.ಕಾಂ/ಬಿ.ಬಿ.ಎಮ್/ಎಂ.ಕಾಂ ಫಿಡ್ ಟೈಮ್ (Full/ Part Time): [911, 1627, 1046, 1656]
- bank-auction-notice: [1081, 1579, 1441, 1944]
- table-cell: Construction of Retaining wall behind the CAMPCO Chocolate Factory staff quarters Block No D,E,F,K,L at CAMPCO Chocolate Factory, Puttur: [1089, 2102, 1294, 2153]
- almanac-item: • ಶ್ರೀ ಕಟೀಲು ಯಕ್ಷಗಾನ ಮೇಳ: [51, 1785, 175, 1801]
- bank-name: ಶ್ರೀ ಸರಸ್ವತಿ ಕ್ರೆಡಿಟ್ ಸೌಹಾರ್ದ ಸಹಕಾರಿ ಸಂಘ ನಿಯಮಿತ: [1136, 1585, 1372, 1600]
- cons-prize-number: WW 368845: [614, 1743, 678, 1758]
- sixth-prize-numbers: 0020 0340 0421 1262 1708 2385 3450 5679 5750 7083 7735 8455 8557 9359: [614, 2041, 882, 2070]
- auction-ref: ದಿ:28.03.2025: [954, 1261, 1027, 1275]
- fourth-prize-label: 4th Prize-Rs: 5000/-: [614, 1923, 720, 1938]
- constable-body: ಉಡುಪಿ: ಯುವತಿಯನ್ನು ಸಾರ್ವಜನಿಕ ಸ್ಥಳದಲ್ಲಿ ಪೀಡಿಸಿದ ಆರೋಪದ ಮೇಲೆ ಮಣಿಪಾಲ ಠಾಣೆಯ ಕಾನ್ಸ್‌ಟೇಬಲ್ ಒಬ್ಬರ ವಿರುದ್ಧ ಪೊಲೀಸರು ಸುಮೋಟೋ ಪ್ರಕರಣ ದಾಖಲಿಸಿದ್ದಾರೆ. ಮಾ. 27 ರಂದು ರಾತ್ರಿ ಸುಮಾರು 9 ಗಂಟೆಗೆ ಮಣಿಪಾಲದ ಆರ್‌ಎಸ್‌ಬಿ ಸಭಾಭವನದ ಬಳಿ ಮಣಿಪಾಲ ಠಾಣೆಯ ಕಾನ್ಸ್‌ಟೇಬಲ್ ಯುವತಿಯನ್ನು ಹಿಂಬಾಲಿಸಿ ಪೀಡಿಸಿದ್ದಾನೆ ಎನ್ನಲಾಗಿದೆ. ಈ ಬಗ್ಗೆ ದೂರು ದಾಖಲಾಗಿದ್ದು, ಪ್ರಕರಣದ ತನಿಖೆ ನಡೆಯುತ್ತಿದೆ. ಘಟನೆಯ ವಿಡಿಯೋ ವೈರಲ್ ಆಗಿದೆ.: [1230, 309, 1441, 468]
- almanac-body: ಯಕ್ಷಗಾನ ಪ್ರದರ್ಶನಗಳು: ರಾತ್ರಿ ವಿವಿಧೆಡೆ ಯಕ್ಷಗಾನ ಬಯಲಾಟ ನಡೆಯಲಿದೆ. ಶ್ರೀ ದೇವಿ ಮಹಾತ್ಮೆ, ಶ್ರೀ ಕೃಷ್ಣ ಲೀಲೆ, ಪಾಂಡವಾಶ್ವಮೇಧ ಪ್ರಸಂಗಗಳು.: [51, 1947, 285, 1996]
- jobs-contact: ಮೊ: 9449 9449, ಮಂಗಳೂರು: [933, 1744, 1046, 1755]
- almanac-item: • ಶ್ರೀ ಪಾವಂಜೆ ಮೇಳ: [51, 1915, 138, 1931]
- third-prize-entry: 3) WP 146824 (KOTTAYAM): [614, 1837, 738, 1849]
- respondent-label: Respondents:: [911, 1974, 977, 1986]
- lottery-intro: ತಿರುವನಂತಪುರಂ: ಕೇರಳ ರಾಜ್ಯ ಲಾಟರಿ ಇಲಾಖೆಯ ವಿನ್ ವಿನ್ (ನಂ. W-815) ಡ್ರಾ ಮಾರ್ಚ್ 31ರಂದು ತಿರುವನಂತಪುರಂನ ಗೋರ್ಕಿ ಭವನದಲ್ಲಿ ನಡೆಯಿತು. ಫಲಿತಾಂಶ ವಿವರ ಇಂತಿದೆ.: [614, 1603, 896, 1649]
- fourth-prize-numbers: 1788 3107 3126 3134 3577 3631 3819 3986 4969 5346 5655 5923 7387 7772 7896 7979 9401 9862: [614, 1940, 882, 1970]
- campco-city: MANGALURU: [1219, 1979, 1346, 2000]
- notice-signature: (By order of the Court) Sd/- Chief Ministerial Officer Court of Civil Judge & JMFC Sullia D.K. Sd/- Chandrashekara N.G. Advocate for Petitioners: [1060, 1397, 1217, 1485]
- almanac-subtitle: ಯುಗಾದಿ: [241, 1751, 284, 1769]
- notice-body: Take notice that the petitioners have filed the above case to obtain death certificate of their grandmother respectively Kunjavva died on 05.06.1975 at his house situated at Bhagamandala Village, Madikeri Taluk, Kodagu District. Whoever having any objection to the above petition may appear before the Hon'ble Addl Civil Judge and J.M.F.C at Madikeri on 17/04/2025 at 11.00 A.M. either personally or through advocate failing which the case will be heard and proceeded with as per law.: [1247, 1110, 1433, 1331]
- brief-1: [45, 218, 292, 565]
- third-prize-entry: 11) AL 484546 (ATTINGAL): [461, 1867, 586, 1880]
- auction-date: ದಿನಾಂಕ: 31-03-2025: [1088, 1779, 1177, 1792]
- quote-author: ಕೋಟ ಶ್ರೀನಿವಾಸ ಪೂಜಾರಿ, ಸಂಸದರು: [1017, 667, 1167, 682]
- court-notice-sullia: [1043, 848, 1234, 1563]
- campco-tender-notice: [1081, 1951, 1441, 2248]
- brief-3: [45, 976, 292, 1204]
- paper-logo: [191, 47, 474, 111]
- tender-title: TENDER NOTIFICATION: [1088, 2028, 1433, 2043]
